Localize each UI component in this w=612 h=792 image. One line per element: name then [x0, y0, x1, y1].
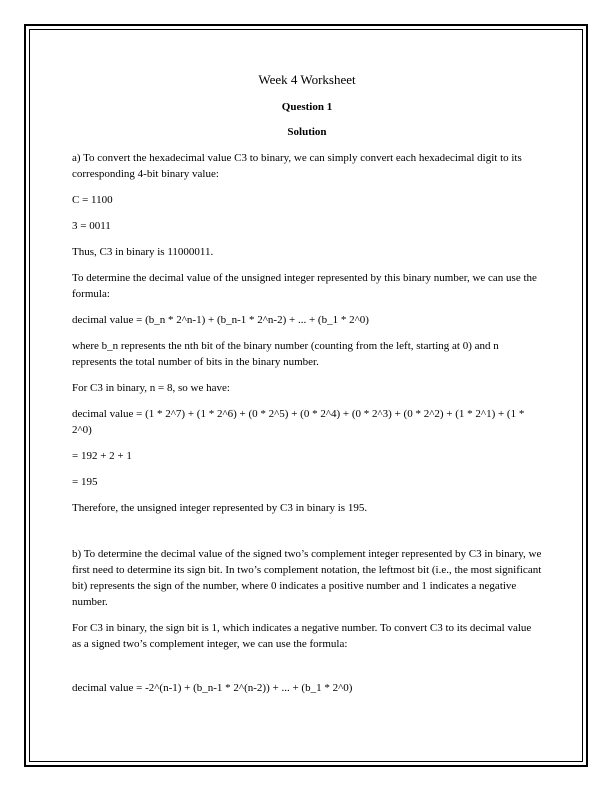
paragraph-c-binary: C = 1100: [72, 194, 113, 206]
paragraph-3-binary: 3 = 0011: [72, 220, 111, 232]
paragraph-signed-formula: decimal value = -2^(n-1) + (b_n-1 * 2^(n-2)) + ... + (b_1 * 2^0): [72, 682, 353, 694]
paragraph-sum-result: = 195: [72, 476, 98, 488]
paragraph-formula-explanation: where b_n represents the nth bit of the binary number (counting from the left, starting at 0) and n represents the total number of bits in the binary number.: [72, 340, 499, 368]
question-heading: Question 1: [281, 101, 333, 113]
paragraph-c3-binary-result: Thus, C3 in binary is 11000011.: [72, 246, 214, 258]
document-title: Week 4 Worksheet: [258, 72, 356, 87]
paragraph-signed-intro: b) To determine the decimal value of the signed two’s complement integer represented by C3 in binary, we first need to determine its sign bit. In two’s complement notation, the leftmost bit (i.e., the most significant bit) represents the sign of the number, where 0 indicates a positive number and 1 indicates a negative number.: [72, 548, 542, 608]
paragraph-expanded-sum: decimal value = (1 * 2^7) + (1 * 2^6) + (0 * 2^5) + (0 * 2^4) + (0 * 2^3) + (0 * 2^2) + (1 * 2^1) + (1 * 2^0): [72, 408, 525, 436]
paragraph-unsigned-conclusion: Therefore, the unsigned integer represented by C3 in binary is 195.: [72, 502, 368, 514]
paragraph-n-equals-8: For C3 in binary, n = 8, so we have:: [72, 382, 230, 394]
paragraph-sign-bit: For C3 in binary, the sign bit is 1, which indicates a negative number. To convert C3 to its decimal value as a signed two’s complement integer, we can use the formula:: [72, 622, 532, 650]
paragraph-unsigned-formula: decimal value = (b_n * 2^n-1) + (b_n-1 * 2^n-2) + ... + (b_1 * 2^0): [72, 314, 369, 326]
paragraph-unsigned-intro: To determine the decimal value of the unsigned integer represented by this binary number, we can use the formula:: [72, 272, 537, 300]
solution-heading: Solution: [287, 126, 327, 138]
document-body: [72, 72, 542, 706]
paragraph-partial-sum: = 192 + 2 + 1: [72, 450, 132, 462]
paragraph-hex-to-binary: a) To convert the hexadecimal value C3 to binary, we can simply convert each hexadecimal digit to its corresponding 4-bit binary value:: [72, 152, 522, 180]
